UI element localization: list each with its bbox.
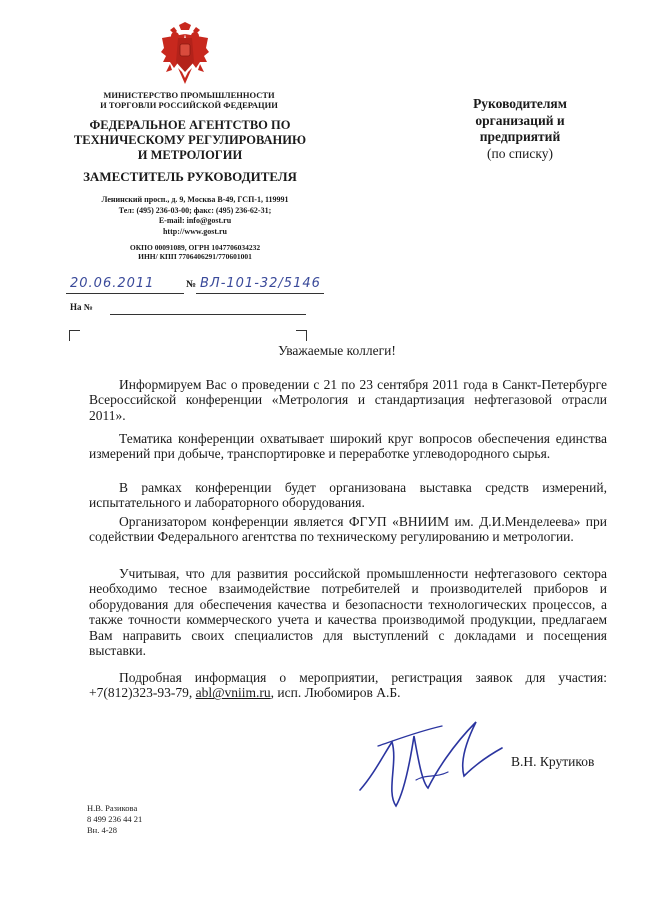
recipient-line4: (по списку) — [487, 145, 553, 161]
reg-date: 20.06.2011 — [70, 276, 155, 291]
codes-line1: ОКПО 00091089, ОГРН 1047706034232 — [129, 243, 261, 252]
corner-bracket-right — [296, 330, 307, 341]
codes-line2: ИНН/ КПП 7706406291/770601001 — [138, 252, 252, 261]
date-underline — [66, 293, 184, 294]
reg-number: ВЛ-101-32/5146 — [200, 276, 321, 291]
website: http://www.gost.ru — [162, 226, 227, 236]
greeting: Уважаемые коллеги! — [278, 343, 396, 358]
handwritten-signature-icon — [356, 702, 506, 812]
agency-line1: ФЕДЕРАЛЬНОЕ АГЕНТСТВО ПО — [89, 118, 291, 132]
emblem-icon — [160, 22, 210, 86]
paragraph-3: В рамках конференции будет организована выставка средств измерений, испытательного и лабораторного оборудования. — [89, 480, 607, 511]
phone-fax: Тел: (495) 236-03-00; факс: (495) 236-62-31; — [118, 205, 272, 215]
codes-block — [60, 243, 330, 261]
recipient-line1: Руководителям — [473, 96, 567, 111]
contact-email-link[interactable]: abl@vniim.ru — [195, 685, 271, 701]
signatory-name: В.Н. Крутиков — [511, 754, 595, 769]
agency-line3: И МЕТРОЛОГИИ — [137, 148, 243, 162]
number-underline — [196, 293, 324, 294]
paragraph-4: Организатором конференции является ФГУП «ВНИИМ им. Д.И.Менделеева» при содействии Федерального агентства по техническому регулированию и метрологии. — [89, 514, 607, 545]
reply-underline — [110, 314, 306, 315]
reply-label: На № — [70, 302, 93, 312]
contact-executor-text: , исп. Любомиров А.Б. — [270, 685, 401, 701]
agency-name — [60, 118, 320, 163]
contact-info-text: Подробная информация о мероприятии, регистрация заявок для участия: +7(812)323-93-79, — [89, 670, 607, 701]
contacts-block — [60, 195, 330, 237]
paragraph-1: Информируем Вас о проведении с 21 по 23 сентября 2011 года в Санкт-Петербурге Всероссийской конференции «Метрология и стандартизация нефтегазовой отрасли 2011». — [89, 377, 607, 423]
address: Ленинский просп., д. 9, Москва В-49, ГСП-1, 119991 — [101, 195, 289, 204]
email: E-mail: info@gost.ru — [158, 216, 232, 225]
executor-name: Н.В. Разикова — [87, 803, 138, 813]
agency-line2: ТЕХНИЧЕСКОМУ РЕГУЛИРОВАНИЮ — [73, 133, 307, 147]
corner-bracket-left — [69, 330, 80, 341]
ministry-line1: МИНИСТЕРСТВО ПРОМЫШЛЕННОСТИ — [103, 90, 275, 100]
paragraph-5: Учитывая, что для развития российской промышленности нефтегазового сектора необходимо тесное взаимодействие потребителей и производителей приборов и оборудования для обеспечения качества и безопасности технологических процессов, а также точности коммерческого учета и качества производимой продукции, предлагаем Вам направить своих специалистов для выступлений с докладами и посещения выставки. — [89, 566, 607, 659]
recipient-line2: организаций и — [475, 112, 565, 128]
paragraph-6 — [89, 670, 607, 701]
executor-ref: Вн. 4-28 — [87, 825, 118, 835]
executor-block — [87, 803, 142, 836]
recipient-block — [445, 96, 595, 162]
ministry-name — [84, 90, 294, 110]
deputy-title: ЗАМЕСТИТЕЛЬ РУКОВОДИТЕЛЯ — [83, 169, 297, 184]
ministry-line2: И ТОРГОВЛИ РОССИЙСКОЙ ФЕДЕРАЦИИ — [100, 100, 278, 110]
executor-phone: 8 499 236 44 21 — [87, 814, 143, 824]
recipient-line3: предприятий — [479, 129, 561, 144]
reg-number-label: № — [186, 279, 197, 290]
paragraph-2: Тематика конференции охватывает широкий круг вопросов обеспечения единства измерений при добыче, транспортировке и переработке углеводородного сырья. — [89, 431, 607, 462]
